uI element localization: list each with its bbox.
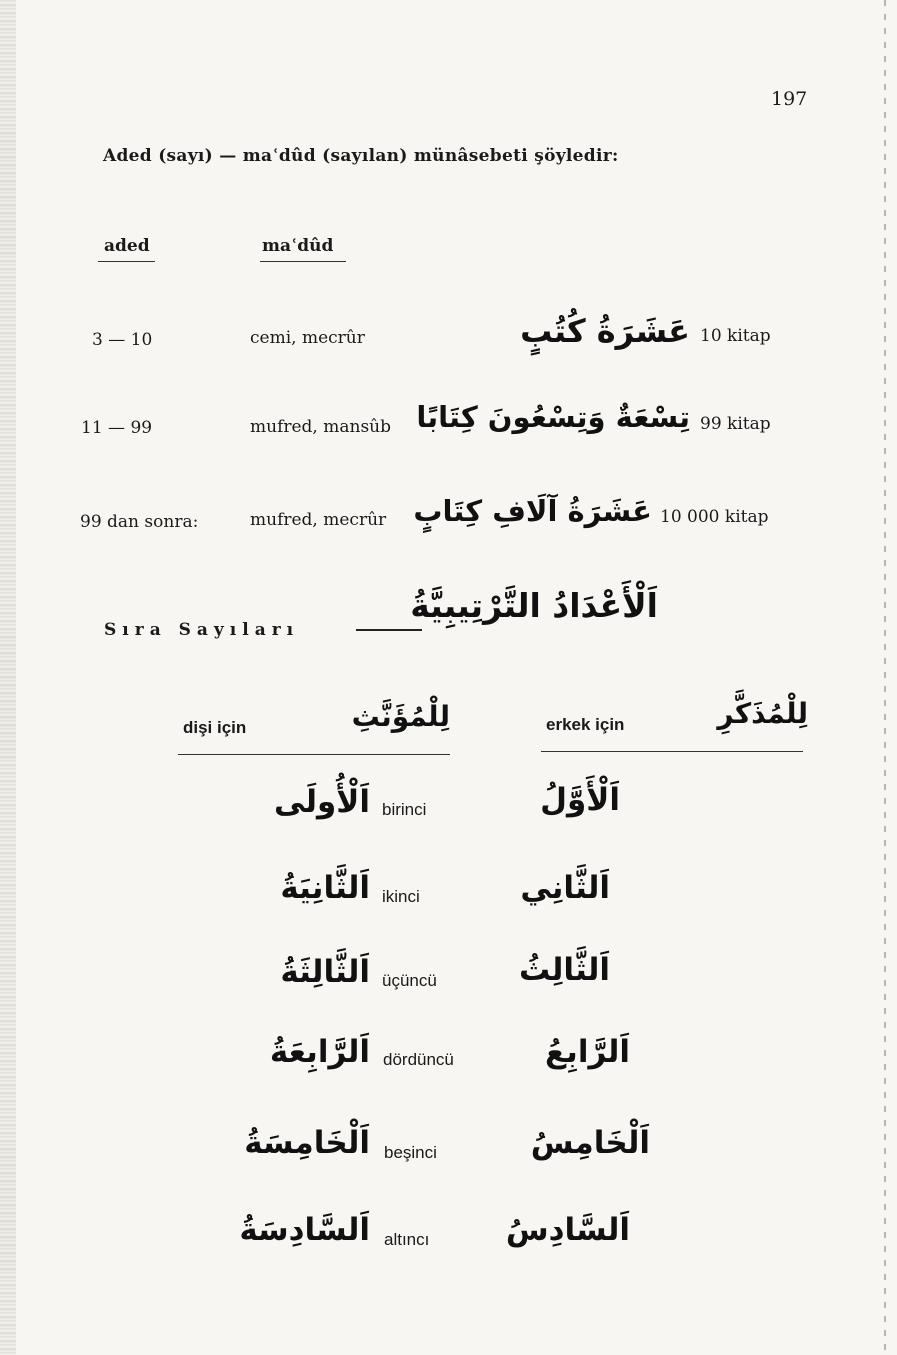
ordinal-feminine: اَلسَّادِسَةُ	[239, 1212, 370, 1248]
column-header-madud: maʿdûd	[262, 236, 334, 256]
rule-arabic: عَشَرَةُ آلَافِ كِتَابٍ	[413, 494, 652, 528]
rule-range: 3 — 10	[92, 330, 153, 350]
page-number: 197	[771, 88, 808, 110]
ordinal-turkish: altıncı	[384, 1230, 430, 1249]
ordinal-turkish: beşinci	[384, 1143, 437, 1162]
ordinal-masculine: اَلْأَوَّلُ	[540, 782, 620, 818]
ordinal-masculine: اَلثَّالِثُ	[518, 952, 610, 988]
ordinal-feminine: اَلْخَامِسَةُ	[244, 1125, 370, 1161]
rule-example: 10 kitap	[700, 326, 771, 346]
rule-form: mufred, mansûb	[250, 417, 391, 437]
masculine-label: erkek için	[546, 715, 625, 734]
rule-example: 99 kitap	[700, 414, 771, 434]
rule-range: 99 dan sonra:	[80, 512, 199, 532]
ordinal-masculine: اَلرَّابِعُ	[545, 1034, 630, 1070]
column-header-aded: aded	[104, 236, 150, 256]
ordinal-turkish: üçüncü	[382, 971, 437, 990]
section-title: Sıra Sayıları	[104, 620, 300, 640]
ordinal-feminine: اَلرَّابِعَةُ	[269, 1034, 370, 1070]
rule-form: cemi, mecrûr	[250, 328, 365, 348]
ordinal-turkish: birinci	[382, 800, 427, 819]
ordinal-feminine: اَلْأُولَى	[274, 784, 370, 820]
feminine-label: dişi için	[183, 718, 247, 737]
rule-range: 11 — 99	[81, 418, 153, 438]
page-edge-right	[884, 0, 886, 1355]
ordinal-feminine: اَلثَّانِيَةُ	[280, 870, 370, 906]
feminine-rule	[178, 754, 450, 755]
ordinal-turkish: dördüncü	[383, 1050, 454, 1069]
column-rule-madud	[260, 261, 346, 262]
ordinal-masculine: اَلثَّانِي	[520, 870, 610, 906]
ordinal-turkish: ikinci	[382, 887, 420, 906]
section-arabic: اَلْأَعْدَادُ التَّرْتِيبِيَّةُ	[410, 586, 658, 625]
feminine-arabic: لِلْمُؤَنَّثِ	[351, 700, 450, 733]
section-dash	[356, 629, 422, 631]
ordinal-masculine: اَلْخَامِسُ	[530, 1125, 650, 1161]
rule-example: 10 000 kitap	[660, 507, 769, 527]
masculine-rule	[541, 751, 803, 752]
page-edge-left	[0, 0, 16, 1355]
intro-heading: Aded (sayı) — maʿdûd (sayılan) münâsebeti şöyledir:	[103, 146, 619, 166]
column-rule-aded	[98, 261, 155, 262]
rule-arabic: تِسْعَةٌ وَتِسْعُونَ كِتَابًا	[416, 400, 690, 434]
ordinal-masculine: اَلسَّادِسُ	[505, 1212, 630, 1248]
rule-arabic: عَشَرَةُ كُتُبٍ	[520, 312, 690, 350]
rule-form: mufred, mecrûr	[250, 510, 387, 530]
masculine-arabic: لِلْمُذَكَّرِ	[717, 697, 808, 730]
ordinal-feminine: اَلثَّالِثَةُ	[280, 954, 370, 990]
